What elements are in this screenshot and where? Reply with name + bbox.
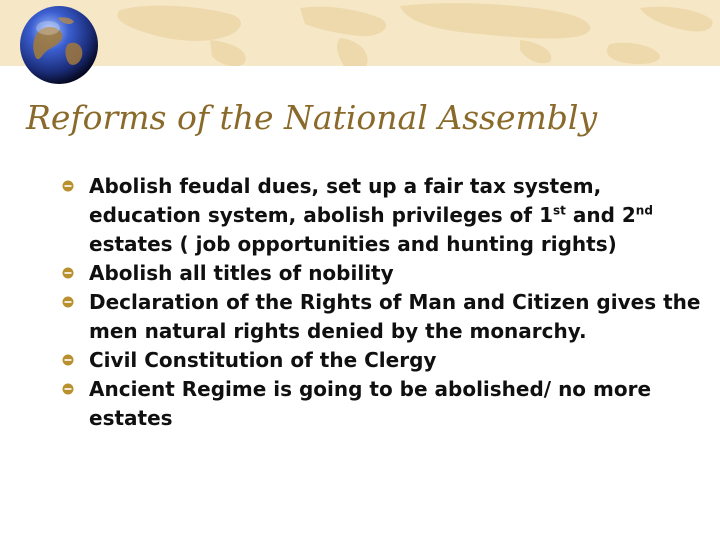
bullet-item-ancient-regime [62, 375, 702, 433]
bullet-item-clergy [62, 346, 702, 375]
bullet-text: estates ( job opportunities and hunting rights) [89, 232, 617, 256]
bullet-item-nobility [62, 259, 702, 288]
circle-bullet-icon [62, 354, 74, 366]
bullet-text: and 2 [565, 203, 636, 227]
circle-bullet-icon [62, 267, 74, 279]
ordinal-suffix: nd [635, 203, 653, 218]
bullet-text: Declaration of the Rights of Man and Citizen gives the men natural rights denied by the monarchy. [89, 290, 701, 343]
globe-icon [18, 4, 100, 86]
bullet-item-declaration [62, 288, 702, 346]
world-map-watermark [0, 0, 720, 66]
slide-title: Reforms of the National Assembly [26, 98, 598, 137]
bullet-text: Ancient Regime is going to be abolished/ no more estates [89, 377, 652, 430]
bullet-text: Abolish all titles of nobility [89, 261, 394, 285]
circle-bullet-icon [62, 296, 74, 308]
bullet-text: Abolish feudal dues, set up a fair tax system, education system, abolish privileges of 1 [89, 174, 602, 227]
circle-bullet-icon [62, 383, 74, 395]
header-banner [0, 0, 720, 66]
circle-bullet-icon [62, 180, 74, 192]
ordinal-suffix: st [552, 203, 566, 218]
bullet-text: Civil Constitution of the Clergy [89, 348, 437, 372]
bullet-item-reforms [62, 172, 702, 259]
bullet-list [62, 172, 702, 433]
